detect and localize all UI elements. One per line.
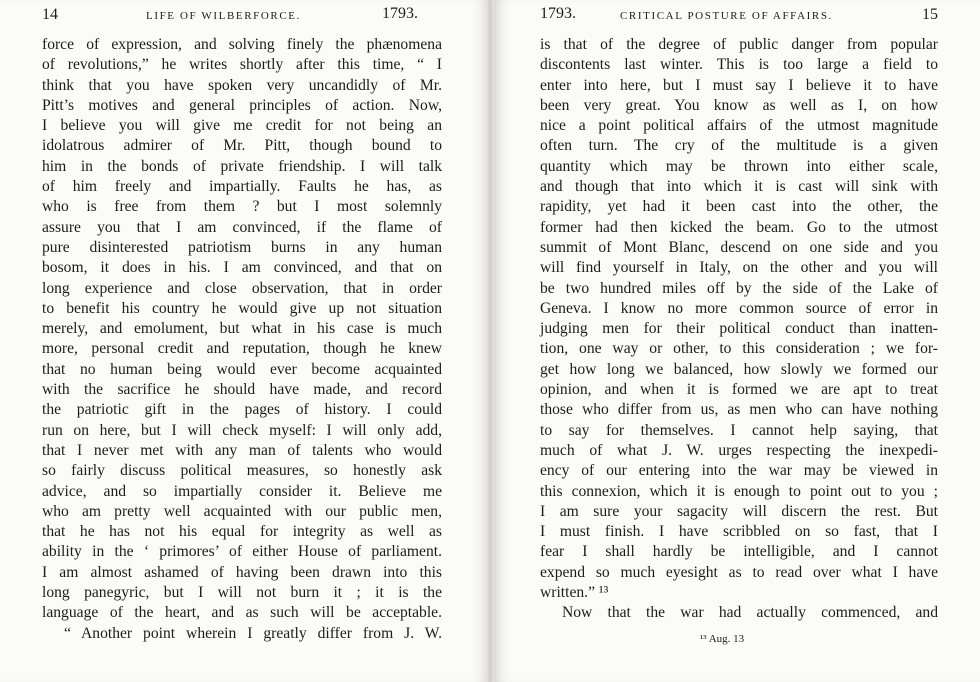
text-line: fear I shall hardly be intelligible, and I cannot xyxy=(540,543,938,561)
text-line: that no human being would ever become acquainted xyxy=(42,360,442,378)
text-line: those who differ from us, as men who can have nothing xyxy=(540,401,938,419)
text-line: and though that into which it is cast will sink with xyxy=(540,178,938,196)
text-line: pure disinterested patriotism burns in any human xyxy=(42,238,442,256)
text-line: opinion, and when it is formed we are apt to treat xyxy=(540,381,938,399)
text-line: Now that the war had actually commenced, and xyxy=(562,604,938,622)
text-line: this connexion, which it is enough to point out to you ; xyxy=(540,482,938,500)
text-line: that I never met with any man of talents who would xyxy=(42,441,442,459)
left-year: 1793. xyxy=(382,5,418,22)
text-line: I believe you will give me credit for not being an xyxy=(42,117,442,135)
text-line: long panegyric, but I will not burn it ; it is the xyxy=(42,584,442,602)
text-line: discontents last winter. This is too large a field to xyxy=(540,56,938,74)
text-line: more, personal credit and reputation, though he knew xyxy=(42,340,442,358)
text-line: summit of Mont Blanc, descend on one side and you xyxy=(540,238,938,256)
text-line: bosom, it does in his. I am convinced, and that on xyxy=(42,259,442,277)
footnote: ¹³ Aug. 13 xyxy=(700,633,745,645)
left-running-title: LIFE OF WILBERFORCE. xyxy=(146,10,301,22)
text-line: run on here, but I will check myself: I will only add, xyxy=(42,421,442,439)
text-line: ability in the ‘ primores’ of either House of parliament. xyxy=(42,543,442,561)
text-line: former had then kicked the beam. Go to the utmost xyxy=(540,218,938,236)
text-line: judging men for their political conduct than inatten- xyxy=(540,320,938,338)
text-line: be two hundred miles off by the side of the Lake of xyxy=(540,279,938,297)
text-line: Geneva. I know no more common source of error in xyxy=(540,299,938,317)
text-line: is that of the degree of public danger from popular xyxy=(540,36,938,53)
text-line: language of the heart, and as such will be acceptable. xyxy=(42,604,442,622)
text-line: expend so much eyesight as to read over what I have xyxy=(540,563,938,581)
text-line: rapidity, yet had it been cast into the other, the xyxy=(540,198,938,216)
text-line: to benefit his country he would give up not situation xyxy=(42,299,442,317)
text-line: the patriotic gift in the pages of history. I could xyxy=(42,401,442,419)
text-line: quantity which may be thrown into either scale, xyxy=(540,157,938,175)
text-line: him in the bonds of private friendship. I will talk xyxy=(42,157,442,175)
text-line: of revolutions,” he writes shortly after this time, “ I xyxy=(42,56,442,74)
text-line: tion, one way or other, to this consideration ; we for- xyxy=(540,340,938,358)
text-line: who is free from them ? but I most solemnly xyxy=(42,198,442,216)
text-line: enter into here, but I must say I believe it to have xyxy=(540,76,938,94)
right-page-number: 15 xyxy=(922,6,938,23)
text-line: so fairly discuss political measures, so honestly ask xyxy=(42,462,442,480)
text-line: that he has not his equal for integrity as well as xyxy=(42,523,442,541)
text-line: I am sure your sagacity will discern the rest. But xyxy=(540,502,938,520)
text-line: to say for themselves. I cannot help saying, that xyxy=(540,421,938,439)
text-line: I must finish. I have scribbled on so fast, that I xyxy=(540,523,938,541)
right-year: 1793. xyxy=(540,5,576,22)
text-line: long experience and close observation, that in order xyxy=(42,279,442,297)
text-line: much of what J. W. urges respecting the inexpedi- xyxy=(540,441,938,459)
left-page-text xyxy=(42,35,442,644)
text-line: who am pretty well acquainted with our public men, xyxy=(42,502,442,520)
right-running-head xyxy=(540,4,938,26)
text-line: merely, and emolument, but what in his case is much xyxy=(42,320,442,338)
text-line: force of expression, and solving finely the phænomena xyxy=(42,36,442,53)
text-line: been very great. You know as well as I, on how xyxy=(540,96,938,114)
text-line: ency of our entering into the war may be viewed in xyxy=(540,462,938,480)
text-line: written.” ¹³ xyxy=(540,584,609,602)
text-line: idolatrous admirer of Mr. Pitt, though bound to xyxy=(42,137,442,155)
left-running-head xyxy=(42,4,448,26)
book-gutter xyxy=(486,0,494,682)
text-line: Pitt’s motives and general principles of action. Now, xyxy=(42,96,442,114)
text-line: will find yourself in Italy, on the other and you will xyxy=(540,259,938,277)
left-page-number: 14 xyxy=(42,6,58,23)
text-line: get how long we balanced, how slowly we formed our xyxy=(540,360,938,378)
right-page-text xyxy=(540,35,938,624)
text-line: of him freely and impartially. Faults he has, as xyxy=(42,178,442,196)
text-line: think that you have spoken very uncandidly of Mr. xyxy=(42,76,442,94)
text-line: I am almost ashamed of having been drawn into this xyxy=(42,563,442,581)
text-line: with the sacrifice he should have made, and record xyxy=(42,381,442,399)
text-line: assure you that I am convinced, if the flame of xyxy=(42,218,442,236)
text-line: nice a point political affairs of the utmost magnitude xyxy=(540,117,938,135)
text-line: advice, and so impartially consider it. Believe me xyxy=(42,482,442,500)
right-running-title: CRITICAL POSTURE OF AFFAIRS. xyxy=(620,10,833,22)
text-line: often turn. The cry of the multitude is a given xyxy=(540,137,938,155)
text-line: “ Another point wherein I greatly differ from J. W. xyxy=(64,624,442,642)
